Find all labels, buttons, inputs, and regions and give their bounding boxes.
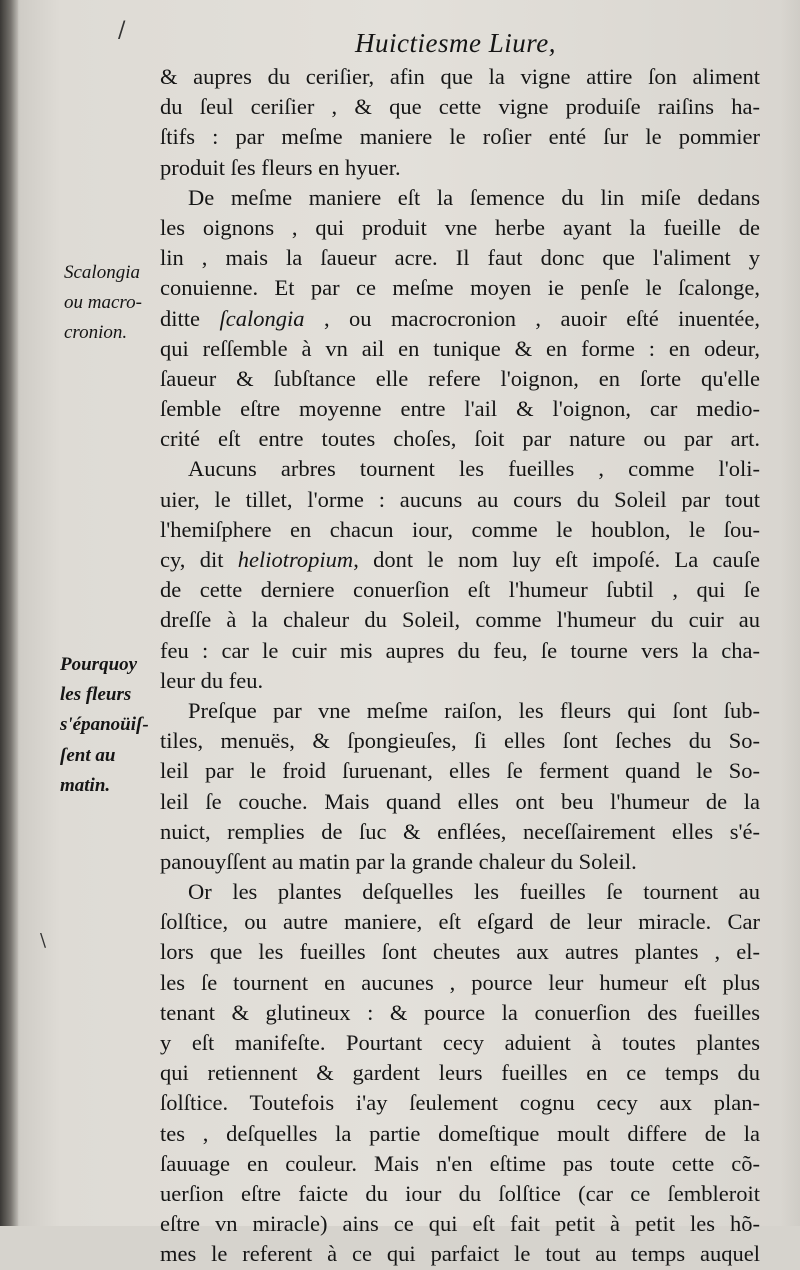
text-line xyxy=(160,605,760,635)
text-line xyxy=(160,1088,760,1118)
text-line xyxy=(160,1119,760,1149)
text-span: ſauuage en couleur. Mais n'en eſtime pas toute cette cõ- xyxy=(160,1150,760,1176)
text-span: cy, dit xyxy=(160,547,238,572)
margin-note-line: ou macro- xyxy=(64,292,142,314)
text-span: uerſion eſtre faicte du iour du ſolſtice (car ce ſembleroit xyxy=(160,1180,760,1206)
text-span: qui reſſemble à vn ail en tunique & en forme : en odeur, xyxy=(160,335,760,361)
margin-note-line: les fleurs xyxy=(60,684,132,706)
text-span: ſemble eſtre moyenne entre l'ail & l'oignon, car medio- xyxy=(160,396,760,422)
text-line xyxy=(160,243,760,273)
italic-term: ſcalongia xyxy=(219,305,305,331)
text-span: panouyſſent au matin par la grande chaleur du Soleil. xyxy=(160,848,637,874)
margin-note-line: Pourquoy xyxy=(60,654,138,675)
text-span: lors que les fueilles ſont cheutes aux autres plantes , el- xyxy=(160,939,760,965)
text-line xyxy=(160,1028,760,1058)
page-gutter-shadow xyxy=(0,0,18,1226)
text-line xyxy=(160,726,760,756)
text-span: feu : car le cuir mis aupres du feu, ſe tourne vers la cha- xyxy=(160,637,760,663)
text-span: leil par le froid ſuruenant, elles ſe ferment quand le So- xyxy=(160,758,760,784)
text-line xyxy=(160,183,760,213)
text-line xyxy=(160,394,760,424)
text-span: Preſque par vne meſme raiſon, les fleurs qui ſont ſub- xyxy=(188,697,760,723)
text-line xyxy=(160,636,760,666)
text-span: ditte xyxy=(160,305,220,331)
text-span: Aucuns arbres tournent les fueilles , comme l'oli- xyxy=(188,456,760,482)
italic-term: heliotropium xyxy=(237,547,354,572)
text-line xyxy=(160,122,760,152)
text-line xyxy=(160,907,760,937)
text-span: , ou macrocronion , auoir eſté inuentée, xyxy=(304,305,760,331)
text-line xyxy=(160,153,760,183)
text-line xyxy=(160,62,760,92)
text-line xyxy=(160,485,760,515)
text-span: leil ſe couche. Mais quand elles ont beu l'humeur de la xyxy=(160,788,760,814)
text-line xyxy=(160,575,760,605)
text-span: les oignons , qui produit vne herbe ayant la fueille de xyxy=(160,214,760,240)
text-line xyxy=(160,545,760,575)
text-span: lin , mais la ſaueur acre. Il faut donc que l'aliment y xyxy=(160,245,760,271)
text-span: eſtre vn miracle) ains ce qui eſt fait petit à petit les hõ- xyxy=(160,1211,760,1237)
text-line xyxy=(160,937,760,967)
text-span: du ſeul ceriſier , & que cette vigne produiſe raiſins ha- xyxy=(160,94,760,120)
margin-note-pourquoy xyxy=(60,650,149,801)
text-line xyxy=(160,666,760,696)
text-line xyxy=(160,998,760,1028)
text-span: & aupres du ceriſier, afin que la vigne attire ſon aliment xyxy=(160,64,760,89)
text-span: tes , deſquelles la partie domeſtique moult differe de la xyxy=(160,1120,760,1146)
margin-note-line: matin. xyxy=(60,774,111,796)
margin-note-scalongia xyxy=(64,258,142,349)
text-line xyxy=(160,364,760,394)
text-span: , dont le nom luy eſt impoſé. La cauſe xyxy=(353,547,760,572)
text-span: l'hemiſphere en chacun iour, comme le houblon, le ſou- xyxy=(160,516,760,542)
running-title: Huictiesme Liure, xyxy=(355,28,556,58)
text-line xyxy=(160,847,760,877)
text-line xyxy=(160,334,760,364)
text-line xyxy=(160,424,760,454)
text-line xyxy=(160,787,760,817)
margin-note-line: Scalongia xyxy=(64,262,140,283)
text-span: dreſſe à la chaleur du Soleil, comme l'humeur du cuir au xyxy=(160,607,760,633)
text-span: ſtifs : par meſme maniere le roſier enté ſur le pommier xyxy=(160,124,760,150)
text-span: Or les plantes deſquelles les fueilles ſe tournent au xyxy=(188,879,760,905)
text-line xyxy=(160,92,760,122)
text-line xyxy=(160,756,760,786)
text-line xyxy=(160,515,760,545)
text-line xyxy=(160,1239,760,1269)
text-line xyxy=(160,454,760,484)
text-span: ſaueur & ſubſtance elle refere l'oignon, en ſorte qu'elle xyxy=(160,365,760,391)
text-span: uier, le tillet, l'orme : aucuns au cours du Soleil par tout xyxy=(160,486,760,512)
text-span: tenant & glutineux : & pource la conuerſion des fueilles xyxy=(160,999,760,1025)
text-line xyxy=(160,1149,760,1179)
text-line xyxy=(160,213,760,243)
corner-mark: / xyxy=(118,18,126,43)
body-text xyxy=(160,62,760,1270)
text-span: ſolſtice. Toutefois i'ay ſeulement cognu cecy aux plan- xyxy=(160,1090,760,1116)
text-span: mes le referent à ce qui parfaict le tout au temps auquel xyxy=(160,1241,760,1267)
text-span: nuict, remplies de ſuc & enflées, neceſſairement elles s'é- xyxy=(160,818,760,844)
text-span: conuienne. Et par ce meſme moyen ie penſe le ſcalonge, xyxy=(160,275,760,301)
margin-note-line: s'épanoüiſ- xyxy=(60,714,149,736)
margin-note-line: ſent au xyxy=(60,744,116,766)
text-line xyxy=(160,968,760,998)
text-line xyxy=(160,817,760,847)
text-span: y eſt manifeſte. Pourtant cecy aduient à toutes plantes xyxy=(160,1030,760,1055)
margin-note-line: cronion. xyxy=(64,322,128,344)
text-span: crité eſt entre toutes choſes, ſoit par nature ou par art. xyxy=(160,426,760,452)
text-span: les ſe tournent en aucunes , pource leur humeur eſt plus xyxy=(160,969,760,995)
text-span: ſolſtice, ou autre maniere, eſt eſgard de leur miracle. Car xyxy=(160,909,760,935)
text-line xyxy=(160,304,760,334)
text-line xyxy=(160,1058,760,1088)
text-line xyxy=(160,273,760,303)
text-span: produit ſes fleurs en hyuer. xyxy=(160,154,401,180)
text-line xyxy=(160,696,760,726)
text-span: tiles, menuës, & ſpongieuſes, ſi elles ſont ſeches du So- xyxy=(160,728,760,754)
text-line xyxy=(160,1209,760,1239)
text-span: de cette derniere conuerſion eſt l'humeur ſubtil , qui ſe xyxy=(160,577,760,603)
text-span: De meſme maniere eſt la ſemence du lin miſe dedans xyxy=(188,184,760,210)
text-span: qui retiennent & gardent leurs fueilles en ce temps du xyxy=(160,1060,760,1086)
text-span: leur du feu. xyxy=(160,667,264,693)
text-line xyxy=(160,1179,760,1209)
text-line xyxy=(160,877,760,907)
margin-mark: \ xyxy=(40,930,47,951)
